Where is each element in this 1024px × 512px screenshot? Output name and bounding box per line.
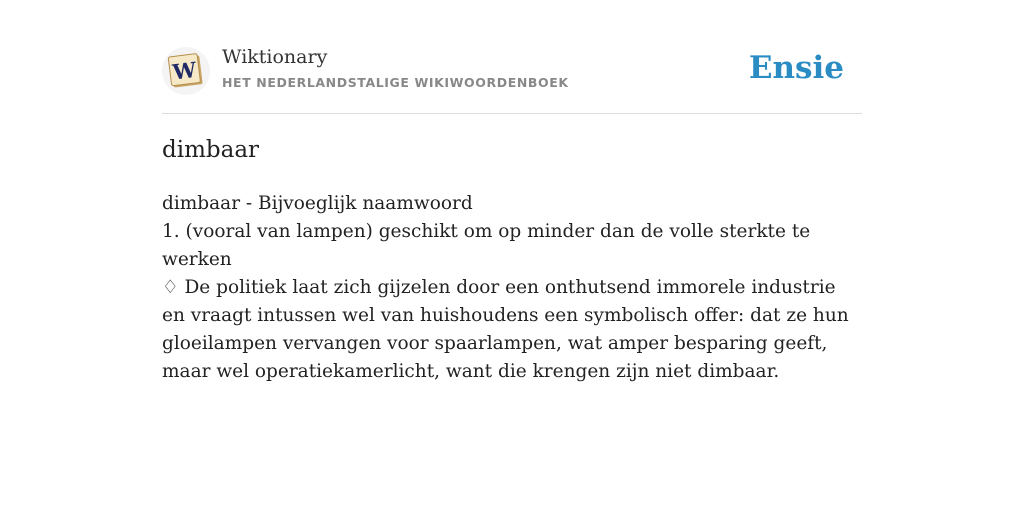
part-of-speech-line: dimbaar - Bijvoeglijk naamwoord xyxy=(162,193,473,214)
definition-line: 1. (vooral van lampen) geschikt om op minder dan de volle sterkte te werken xyxy=(162,221,811,270)
entry-headword: dimbaar xyxy=(162,137,260,163)
ensie-brand-link[interactable]: Ensie xyxy=(748,50,844,86)
site-title[interactable]: Wiktionary xyxy=(222,46,328,68)
wiktionary-logo-icon[interactable] xyxy=(162,47,210,95)
logo-tile-graphic xyxy=(162,47,210,95)
page-container xyxy=(162,0,862,382)
entry-content xyxy=(162,190,862,386)
site-header xyxy=(162,0,862,114)
logo-letter: W xyxy=(171,56,198,85)
example-text: ♢ De politiek laat zich gijzelen door een onthutsend immorele industrie en vraagt intussen wel van huishoudens een symbolisch offer: dat ze hun gloeilampen vervangen voor spaarlampen, wat amper besparing geeft, maar wel operatiekamerlicht, want die krengen zijn niet dimbaar. xyxy=(162,277,849,382)
site-subtitle: HET NEDERLANDSTALIGE WIKIWOORDENBOEK xyxy=(222,75,569,90)
